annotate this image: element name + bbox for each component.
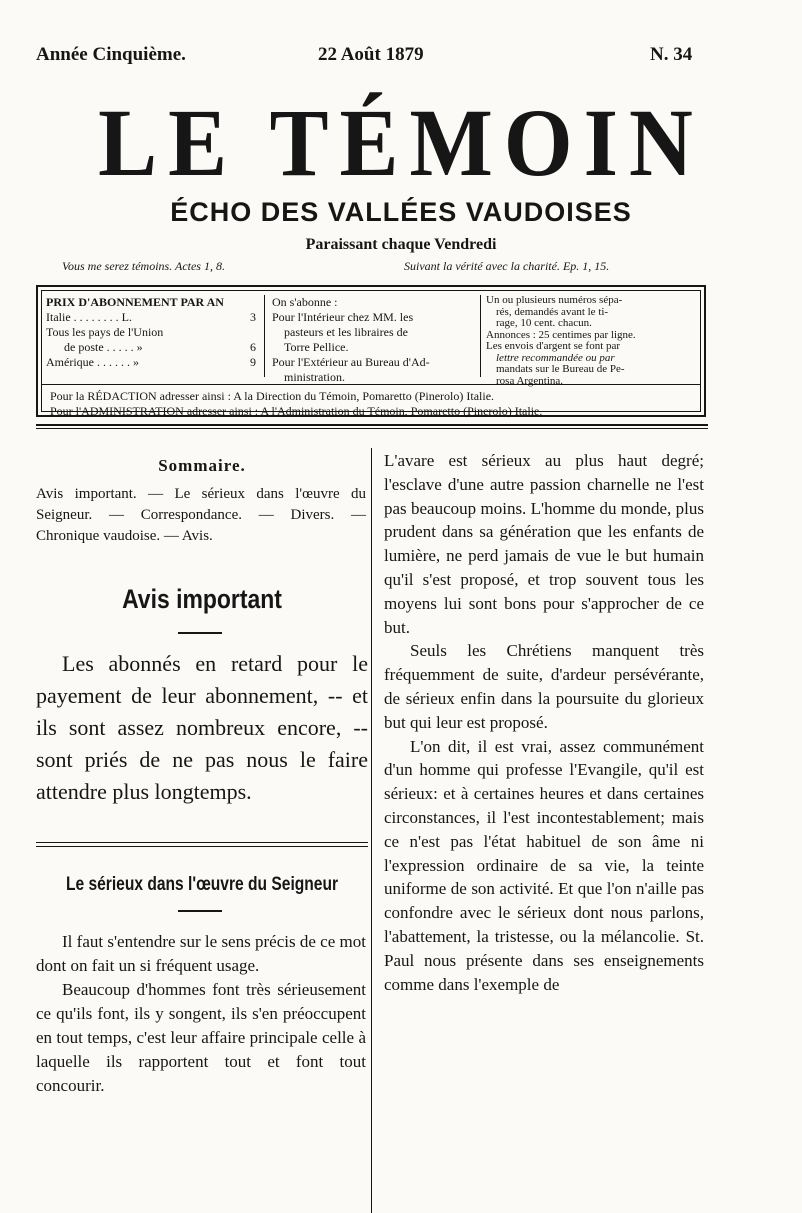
newspaper-subtitle: ÉCHO DES VALLÉES VAUDOISES xyxy=(170,197,632,227)
newspaper-title: LE TÉMOIN xyxy=(98,89,704,196)
motto-left: Vous me serez témoins. Actes 1, 8. xyxy=(62,259,225,273)
motto-right: Suivant la vérité avec la charité. Ep. 1, 15. xyxy=(404,259,610,273)
price-row: de poste . . . . . » 6 xyxy=(64,340,256,354)
price-column xyxy=(46,295,256,370)
sommaire-title: Sommaire. xyxy=(158,456,246,475)
paragraph: L'on dit, il est vrai, assez communément d'un homme qui professe l'Evangile, qu'il est sérieux: et à certaines heures et dans certaines circonstances, il l'est incontestablement; mais ce n'est pas l'état habituel de son âme ni l'expression ordinaire de sa vie, la teinte uniforme de son activité. Et que l'on n'aille pas confondre avec le sérieux dont nous parlons, l'abattement, la tristesse, ou la mélancolie. St. Paul nous présente dans ses enseignements comme dans l'exemple de xyxy=(384,736,704,994)
subscribe-column: On s'abonne : Pour l'Intérieur chez MM. les pasteurs et les libraires de Torre Pellice. Pour l'Extérieur au Bureau d'Ad- ministration. xyxy=(272,295,430,384)
price-row: Italie . . . . . . . . L. 3 xyxy=(46,310,256,324)
avis-heading: Avis important xyxy=(122,584,282,614)
article-heading: Le sérieux dans l'œuvre du Seigneur xyxy=(65,874,339,895)
column-separator xyxy=(371,448,372,1213)
address-redaction: Pour la RÉDACTION adresser ainsi : A la Direction du Témoin, Pomaretto (Pinerolo) Italie. xyxy=(50,389,495,403)
issue-date: 22 Août 1879 xyxy=(318,44,424,65)
header-rule xyxy=(36,424,708,426)
volume-label: Année Cinquième. xyxy=(36,44,186,65)
paragraph: Beaucoup d'hommes font très sérieusement ce qu'ils font, ils y songent, ils s'en préoccupent en tout temps, c'est leur affaire principale celle à laquelle ils rapportent tout et font tout concourir. xyxy=(36,980,366,1095)
article-left-column xyxy=(36,930,366,1098)
section-rule xyxy=(36,846,368,847)
article-rule xyxy=(178,910,222,912)
paragraph: Seuls les Chrétiens manquent très fréquemment de suite, d'ardeur persévérante, de sérieux enfin dans la poursuite du glorieux but qui leur est proposé. xyxy=(384,641,704,732)
paragraph: Il faut s'entendre sur le sens précis de ce mot dont on fait un si fréquent usage. xyxy=(36,932,366,975)
notice-column: Un ou plusieurs numéros sépa- rés, demandés avant le ti- rage, 10 cent. chacun. Annonces : 25 centimes par ligne. Les envois d'argent se font par lettre recommandée ou par mandats sur le Bureau de Pe- rosa Argentina. xyxy=(486,294,636,387)
publication-frequency: Paraissant chaque Vendredi xyxy=(305,236,497,253)
sommaire-text: Avis important. — Le sérieux dans l'œuvre du Seigneur. — Correspondance. — Divers. — Chronique vaudoise. — Avis. xyxy=(36,486,366,544)
price-row: Amérique . . . . . . » 9 xyxy=(46,355,256,369)
price-heading: PRIX D'ABONNEMENT PAR AN xyxy=(46,295,224,309)
issue-number: N. 34 xyxy=(650,44,693,65)
subscription-box xyxy=(36,285,706,417)
article-right-column xyxy=(384,449,704,996)
section-rule xyxy=(36,842,368,843)
address-administration: Pour l'ADMINISTRATION adresser ainsi : A l'Administration du Témoin, Pomaretto (Pinerolo) Italie. xyxy=(50,404,543,418)
header-rule-thin xyxy=(36,428,708,429)
paragraph: L'avare est sérieux au plus haut degré; l'esclave d'une autre passion charnelle ne l'est pas beaucoup moins. L'homme du monde, plus prudent dans sa génération que les enfants de lumière, ne perd jamais de vue le but humain qu'il s'est proposé, et trop souvent tous les moyens lui sont bons pour s'approcher de ce but. xyxy=(384,451,704,637)
avis-text: Les abonnés en retard pour le payement de leur abonnement, -- et ils sont assez nombreux encore, -- sont priés de ne pas nous le faire attendre plus longtemps. xyxy=(36,651,368,804)
price-row: Tous les pays de l'Union xyxy=(46,325,164,339)
avis-rule xyxy=(178,632,222,634)
